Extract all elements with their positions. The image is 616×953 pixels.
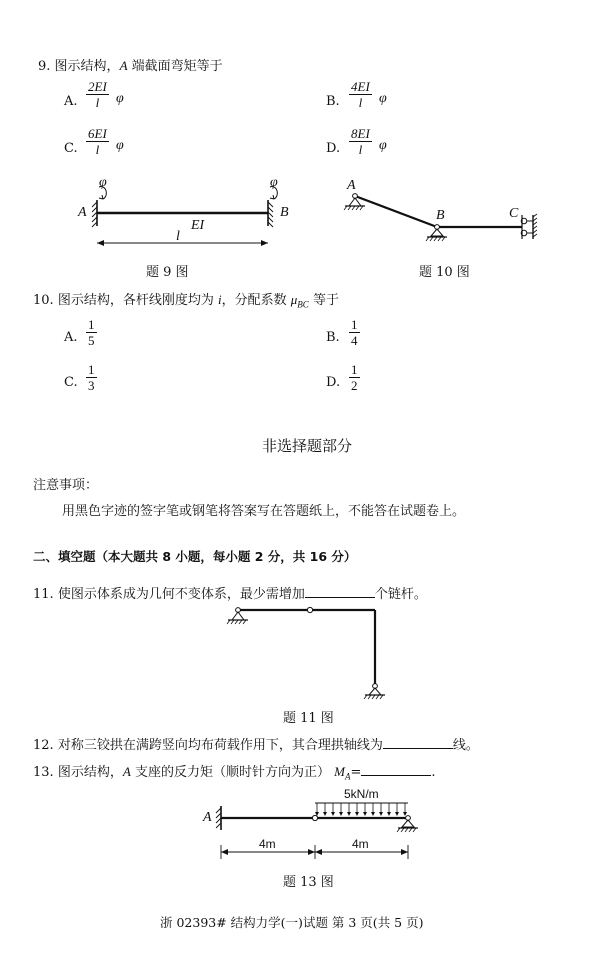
- q9-option-d-label: D.: [326, 141, 341, 156]
- section-title: 非选择题部分: [262, 437, 353, 455]
- q10-number: 10.: [33, 293, 54, 308]
- q10-mu: μ: [290, 292, 298, 307]
- q11-stem-text: 使图示体系成为几何不变体系，最少需增加: [57, 587, 305, 602]
- q10-var: i: [217, 292, 222, 307]
- q9-option-c-phi: φ: [116, 138, 124, 153]
- q10-option-d-num: 1: [351, 362, 358, 377]
- q10-option-a-den: 5: [88, 333, 95, 348]
- notes-text: 用黑色字迹的签字笔或钢笔将答案写在答题纸上，不能答在试题卷上。: [62, 504, 466, 519]
- q9-option-a-den: l: [95, 95, 100, 110]
- q9-option-b-den: l: [358, 95, 363, 110]
- q12-stem-end: 线。: [452, 738, 479, 753]
- q10-fig-label-a: A: [347, 178, 356, 193]
- q9-fig-label-b: B: [280, 205, 289, 220]
- q9-stem-end: 端截面弯矩等于: [131, 59, 223, 74]
- q10-option-c-num: 1: [88, 362, 95, 377]
- q9-option-c-label: C.: [64, 141, 78, 156]
- page-footer: 浙 02393# 结构力学(一)试题 第 3 页(共 5 页): [160, 915, 424, 930]
- q10-mu-sub: BC: [297, 299, 309, 310]
- q9-option-a-num: 2EI: [88, 79, 107, 94]
- q13-m: M: [334, 764, 345, 779]
- q9-option-c-num: 6EI: [88, 126, 107, 141]
- q10-option-c-den: 3: [88, 378, 95, 393]
- q9-fig-phi-left: φ: [99, 175, 107, 190]
- q10-option-c-label: C.: [64, 375, 78, 390]
- q13-var: A: [122, 764, 131, 779]
- q13-stem-mid: 支座的反力矩（顺时针方向为正）: [134, 765, 330, 780]
- q9-fig-label-a: A: [78, 205, 87, 220]
- q9-option-b-label: B.: [326, 94, 340, 109]
- q9-option-d-num: 8EI: [351, 126, 370, 141]
- q13-fig-label-a: A: [203, 810, 212, 825]
- q13-fig-dim2: 4m: [352, 837, 369, 851]
- q9-number: 9.: [38, 59, 51, 74]
- q13-eq: =: [350, 765, 362, 780]
- q11-caption: 题 11 图: [283, 711, 334, 726]
- q9-stem-text: 图示结构，: [54, 59, 120, 74]
- q13-fig-dim1: 4m: [259, 837, 276, 851]
- q10-option-b-den: 4: [351, 333, 358, 348]
- q10-option-a-num: 1: [88, 317, 95, 332]
- q10-caption: 题 10 图: [419, 265, 470, 280]
- q10-stem-text: 图示结构，各杆线刚度均为: [57, 293, 214, 308]
- q9-option-d-phi: φ: [379, 138, 387, 153]
- q10-fig-label-b: B: [436, 208, 445, 223]
- q11-number: 11.: [33, 587, 54, 602]
- part2-heading: 二、填空题（本大题共 8 小题，每小题 2 分，共 16 分）: [33, 549, 357, 564]
- q9-fig-label-ei: EI: [191, 218, 205, 233]
- q10-option-a-label: A.: [64, 330, 78, 345]
- q12-stem-text: 对称三铰拱在满跨竖向均布荷载作用下，其合理拱轴线为: [57, 738, 383, 753]
- q13-number: 13.: [33, 765, 54, 780]
- notes-title: 注意事项：: [33, 478, 99, 493]
- q13-m-sub: A: [344, 771, 351, 782]
- q10-option-d-den: 2: [351, 378, 358, 393]
- q10-option-b-label: B.: [326, 330, 340, 345]
- q9-fig-label-l: l: [176, 229, 180, 244]
- q9-option-c-den: l: [95, 142, 100, 157]
- q9-caption: 题 9 图: [146, 265, 189, 280]
- q10-option-b-num: 1: [351, 317, 358, 332]
- q9-option-a-phi: φ: [116, 91, 124, 106]
- q10-fig-label-c: C: [509, 206, 519, 221]
- q9-option-b-num: 4EI: [351, 79, 370, 94]
- q13-stem-text: 图示结构，: [57, 765, 123, 780]
- q9-option-d-den: l: [358, 142, 363, 157]
- q13-fig-load-label: 5kN/m: [344, 787, 379, 801]
- q10-stem-mid: ，分配系数: [221, 293, 287, 308]
- q12-number: 12.: [33, 738, 54, 753]
- q9-var: A: [119, 58, 128, 73]
- q10-stem-end: 等于: [312, 293, 339, 308]
- q9-option-a-label: A.: [64, 94, 78, 109]
- q9-fig-phi-right: φ: [270, 175, 278, 190]
- q11-stem-end: 个链杆。: [374, 587, 427, 602]
- q10-option-d-label: D.: [326, 375, 341, 390]
- q9-option-b-phi: φ: [379, 91, 387, 106]
- q13-caption: 题 13 图: [283, 875, 334, 890]
- q13-stem-end: .: [431, 765, 436, 780]
